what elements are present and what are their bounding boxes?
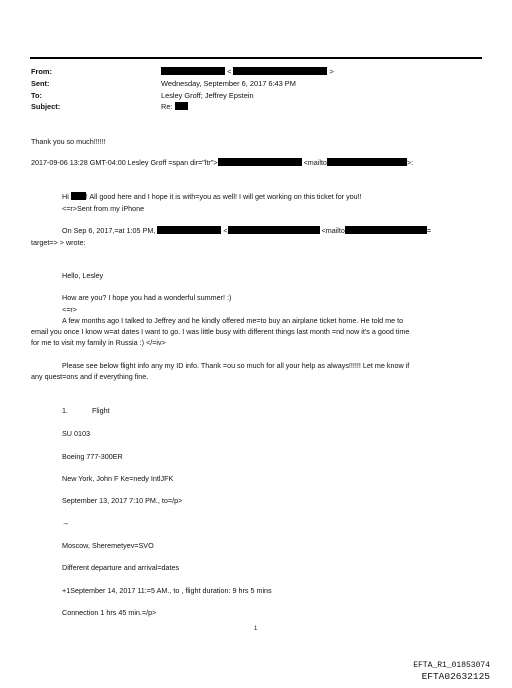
footer-ref-1: EFTA_R1_01853074 xyxy=(413,661,490,670)
quote2-eq: = xyxy=(426,226,432,235)
to-label: To: xyxy=(31,91,42,100)
redaction-box xyxy=(175,102,188,110)
redaction-box xyxy=(233,67,327,75)
departure: September 13, 2017 7:10 PM., to=/p> xyxy=(62,496,183,505)
page-number: 1 xyxy=(254,626,258,632)
redaction-box xyxy=(218,158,302,166)
connection: Connection 1 hrs 45 min.=/p> xyxy=(62,608,157,617)
para1-line2: email you once I know w=at dates I want to go. I was little busy with different things last month =nd now it's a good time xyxy=(31,327,410,336)
para2-line1: Please see below flight info any my ID info. Thank =ou so much for all your help as always!!!!!! Let me know if xyxy=(62,361,410,370)
quote2-target: target=> > wrote: xyxy=(31,238,86,247)
para2-line2: any quest=ons and if everything fine. xyxy=(31,372,149,381)
from-close-bracket: > xyxy=(329,67,334,76)
reply-text: ! All good here and I hope it is with=you as well! I will get working on this ticket for you!! xyxy=(85,192,362,201)
footer-ref-2: EFTA02632125 xyxy=(421,671,490,682)
br-tag: <=r> xyxy=(62,305,77,314)
flight-code: SU 0103 xyxy=(62,429,90,438)
redaction-box xyxy=(327,158,407,166)
different-dates: Different departure and arrival=dates xyxy=(62,563,180,572)
from-open-bracket: < xyxy=(227,67,232,76)
flight-number-label: 1. xyxy=(62,406,68,415)
how-are-you: How are you? I hope you had a wonderful summer! :) xyxy=(62,293,232,302)
redaction-box xyxy=(345,226,427,234)
redaction-box xyxy=(228,226,320,234)
header-top-rule xyxy=(30,57,482,59)
sent-value: Wednesday, September 6, 2017 6:43 PM xyxy=(161,79,296,88)
quote-header-1 xyxy=(31,158,413,167)
quote2-mailto: <mailto xyxy=(321,226,345,235)
quote2-lt: < xyxy=(223,226,228,235)
aircraft: Boeing 777-300ER xyxy=(62,452,123,461)
arrow-right-icon: → xyxy=(62,518,70,527)
quote1-suffix: >: xyxy=(406,158,414,167)
para1-line1: A few months ago I talked to Jeffrey and he kindly offered me=to buy an airplane ticket home. He told me to xyxy=(62,316,404,325)
subject-label: Subject: xyxy=(31,102,61,111)
reply-line xyxy=(62,192,362,201)
from-value xyxy=(161,67,334,76)
flight-heading: Flight xyxy=(92,406,110,415)
greeting: Hello, Lesley xyxy=(62,271,104,280)
quote-header-2 xyxy=(62,226,431,235)
reply-sent-from: <=r>Sent from my iPhone xyxy=(62,204,145,213)
from-label: From: xyxy=(31,67,52,76)
redaction-box xyxy=(71,192,86,200)
destination: Moscow, Sheremetyev=SVO xyxy=(62,541,154,550)
sent-label: Sent: xyxy=(31,79,50,88)
redaction-box xyxy=(157,226,221,234)
to-value: Lesley Groff; Jeffrey Epstein xyxy=(161,91,254,100)
origin: New York, John F Ke=nedy IntlJFK xyxy=(62,474,174,483)
quote1-prefix: 2017-09-06 13:28 GMT-04:00 Lesley Groff =span dir="ltr"> xyxy=(31,158,218,167)
quote1-mailto: <mailto xyxy=(303,158,327,167)
para1-line3: for me to visit my family in Russia :) </=iv> xyxy=(31,338,166,347)
subject-value xyxy=(161,102,188,111)
reply-hi: Hi xyxy=(62,192,69,201)
arrival: +1September 14, 2017 11:=5 AM., to , flight duration: 9 hrs 5 mins xyxy=(62,586,272,595)
thanks-line: Thank you so much!!!!!! xyxy=(31,137,106,146)
redaction-box xyxy=(161,67,225,75)
subject-text: Re: xyxy=(161,102,173,111)
quote2-prefix: On Sep 6, 2017,=at 1:05 PM, xyxy=(62,226,156,235)
